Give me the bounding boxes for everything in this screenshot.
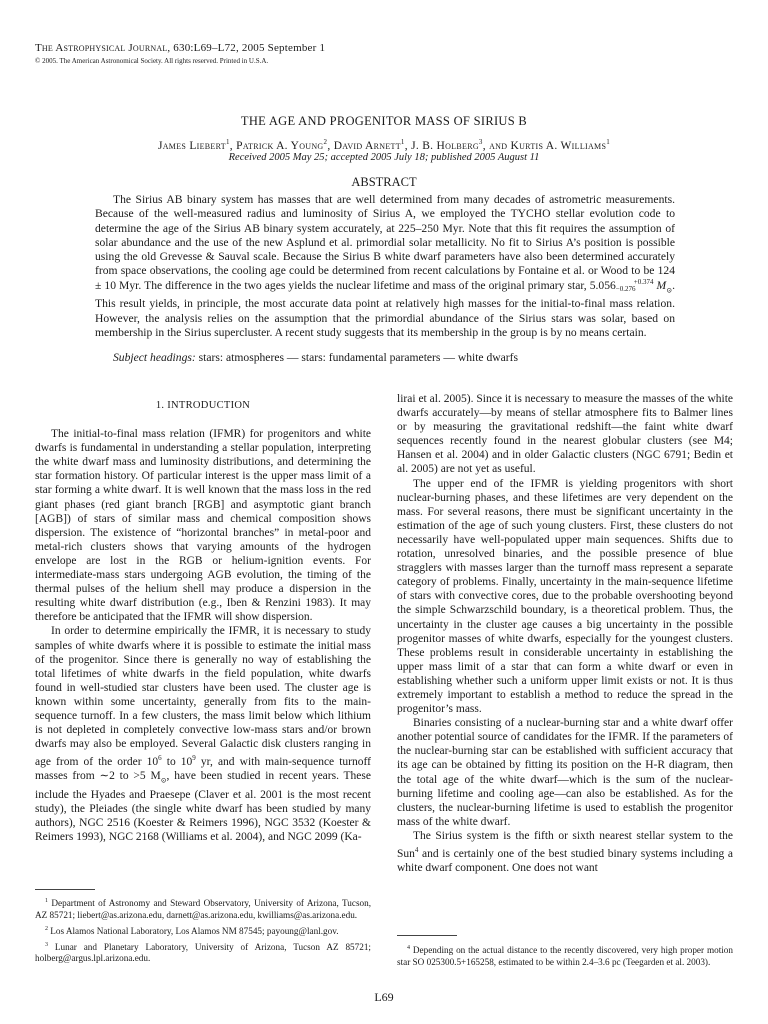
mass-unit: M bbox=[653, 278, 667, 292]
footnote bbox=[35, 896, 371, 922]
subject-headings-label: Subject headings: bbox=[113, 351, 196, 364]
exponent: 9 bbox=[192, 754, 196, 763]
article-title: THE AGE AND PROGENITOR MASS OF SIRIUS B bbox=[240, 114, 528, 128]
footnotes-left bbox=[35, 896, 371, 967]
affiliation-marker: 1 bbox=[606, 138, 611, 146]
author-name: David Arnett bbox=[333, 139, 401, 152]
paragraph bbox=[397, 829, 733, 875]
subject-headings-text: stars: atmospheres — stars: fundamental parameters — white dwarfs bbox=[195, 351, 519, 364]
journal-citation bbox=[35, 42, 325, 54]
author-separator: , bbox=[229, 139, 237, 152]
footnote-text: Department of Astronomy and Steward Observatory, University of Arizona, Tucson, AZ 85721; liebert@as.arizona.edu, darnett@as.arizona.edu, kwilliams@as.arizona.edu. bbox=[35, 898, 371, 920]
paragraph bbox=[35, 624, 371, 844]
solar-symbol: ⊙ bbox=[160, 776, 167, 785]
right-column bbox=[397, 392, 733, 875]
footnote-rule bbox=[35, 889, 95, 890]
section-heading-introduction: 1. INTRODUCTION bbox=[155, 400, 251, 411]
paragraph-text: yr, and with main-sequence turnoff masses from ∼2 to >5 M bbox=[35, 756, 371, 783]
paragraph-text: , have been studied in recent years. These include the Hyades and Praesepe (Claver et al. 2001 is the most recent study), the Pleiades (the single white dwarf has been studied by many authors), NGC 2516 (Koester & Reimers 1996), NGC 3532 (Koester & Reimers 1993), NGC 2168 (Williams et al. 2004), and NGC 2099 (Ka- bbox=[35, 770, 371, 843]
mass-error-bounds bbox=[616, 279, 654, 293]
abstract-heading: ABSTRACT bbox=[351, 175, 417, 189]
abstract-part-2: . This result yields, in principle, the most accurate data point at relatively high masses for the initial-to-final mass relation. However, the analysis relies on the assumption that the primordial abundance of the Sirius stars was solar, based on membership in the Sirius supercluster. A recent study suggests that its membership in the group is by no means certain. bbox=[95, 278, 675, 339]
author-name: James Liebert bbox=[157, 139, 226, 152]
footnote-marker: 4 bbox=[414, 846, 419, 854]
author-separator: , and bbox=[482, 139, 511, 152]
mass-lower-error: −0.276 bbox=[615, 285, 636, 294]
footnote bbox=[397, 943, 733, 969]
footnotes-right bbox=[397, 943, 733, 969]
exponent: 6 bbox=[158, 754, 162, 763]
subject-headings bbox=[95, 351, 675, 364]
page-number: L69 bbox=[374, 990, 394, 1004]
abstract-part-1: The Sirius AB binary system has masses that are well determined from many decades of astrometric measurements. Because of the well-measured radius and luminosity of Sirius A, we employed the TYCHO stellar evolution code to determine the age of the Sirius AB binary system accurately, at 225–250 Myr. Note that this fit requires the assumption of solar abundance and the use of the new Asplund et al. primordial solar metallicity. No fit to Sirius A’s position is possible using the old Grevesse & Sauval scale. Because the Sirius B white dwarf parameters have also been determined accurately from space observations, the cooling age could be determined from recent calculations by Fontaine et al. or Wood to be 124 ± 10 Myr. The difference in the two ages yields the nuclear lifetime and mass of the original primary star, 5.056 bbox=[95, 193, 675, 292]
footnote-number: 1 bbox=[45, 898, 48, 904]
citation: , 630:L69–L72, 2005 September 1 bbox=[167, 42, 326, 54]
mass-upper-error: +0.374 bbox=[633, 278, 654, 287]
paragraph-text: The Sirius system is the fifth or sixth nearest stellar system to the Sun bbox=[397, 829, 733, 860]
footnote bbox=[35, 924, 371, 938]
affiliation-marker: 3 bbox=[478, 138, 483, 146]
paragraph: The upper end of the IFMR is yielding progenitors with short nuclear-burning phases, and these lifetimes are very dependent on the mass. For several reasons, there must be significant uncertainty in the estimation of the age of such young clusters. First, these clusters do not necessarily have well-populated upper main sequences. Shifts due to rotation, unresolved binaries, and the possible presence of blue stragglers with masses larger than the turnoff mass represent a separate category of problems. Finally, uncertainty in the main-sequence lifetime of stars with convective cores, due to the probable overshooting beyond the simple Schwarzschild boundary, is a theoretical problem. Thus, the uncertainty in the cluster age causes a big uncertainty in the possible progenitor masses of white dwarfs, especially for the youngest clusters. These problems result in considerable uncertainty in establishing the upper mass limit of a star that can form a white dwarf or even in establishing whether such a uniform upper limit exists or not. It is thus extremely important to establish a method to reduce the spread in the progenitor’s mass. bbox=[397, 477, 733, 716]
paragraph-text: In order to determine empirically the IFMR, it is necessary to study samples of white dwarfs where it is possible to estimate the initial mass of the progenitor. Since there is generally no way of establishing the total lifetimes of white dwarfs in the field population, white dwarfs found in well-studied star clusters have been used. The cluster age is known within some uncertainty, generally from fits to the main-sequence turnoff. In a few clusters, the mass limit below which lithium is not depleted in completely convective low-mass stars and/or brown dwarfs may also be employed. Several Galactic disk clusters ranging in age from of the order 10 bbox=[35, 625, 371, 769]
paragraph-text: and is certainly one of the best studied binary systems including a white dwarf component. One does not want bbox=[397, 847, 733, 874]
footnote-rule bbox=[397, 935, 457, 936]
paragraph-text: to 10 bbox=[161, 756, 193, 769]
author-list bbox=[0, 138, 768, 152]
author-name: Patrick A. Young bbox=[236, 139, 324, 152]
abstract-text bbox=[95, 193, 675, 340]
footnote-number: 2 bbox=[45, 925, 48, 932]
footnote-number: 3 bbox=[45, 941, 48, 948]
footnote bbox=[35, 940, 371, 966]
paragraph: lirai et al. 2005). Since it is necessary to measure the masses of the white dwarfs accurately—by means of stellar atmosphere fits to Balmer lines or by measuring the gravitational redshift—the faint white dwarf sequences recently found in the nearest globular clusters (see M4; Hansen et al. 2004) and in older Galactic clusters (NGC 6791; Bedin et al. 2005) are not yet as useful. bbox=[397, 393, 733, 476]
author-name: J. B. Holberg bbox=[411, 139, 479, 152]
footnote-number: 4 bbox=[407, 945, 410, 951]
solar-symbol: ⊙ bbox=[666, 286, 673, 295]
affiliation-marker: 1 bbox=[400, 138, 405, 146]
affiliation-marker: 2 bbox=[323, 138, 328, 146]
footnote-text: Depending on the actual distance to the recently discovered, very high proper motion star SO 025300.5+165258, estimated to be within 2.4–3.6 pc (Teegarden et al. 2003). bbox=[397, 945, 733, 967]
author-separator: , bbox=[327, 139, 334, 152]
affiliation-marker: 1 bbox=[225, 138, 230, 146]
paragraph: Binaries consisting of a nuclear-burning star and a white dwarf offer another potential source of candidates for the IFMR. If the parameters of the nuclear-burning star can be established with sufficient accuracy that its age can be obtained by fitting its position on the H-R diagram, then the total age of the white dwarf—which is the sum of the nuclear-burning lifetime and cooling age—can also be established. As for the clusters, the nuclear-burning lifetime is used to establish the progenitor mass of the white dwarf. bbox=[397, 717, 733, 828]
journal-name: The Astrophysical Journal bbox=[35, 42, 168, 54]
author-name: Kurtis A. Williams bbox=[510, 139, 607, 152]
footnote-text: Lunar and Planetary Laboratory, University of Arizona, Tucson AZ 85721; holberg@argus.lpl.arizona.edu. bbox=[35, 941, 371, 964]
paragraph: The initial-to-final mass relation (IFMR) for progenitors and white dwarfs is fundamental in understanding a stellar population, interpreting the white dwarf mass and luminosity distributions, and determining the star formation history. Of particular interest is the upper mass limit of a star forming a white dwarf. It is well known that the mass loss in the red giant phases (red giant branch [RGB] and asymptotic giant branch [AGB]) of stars of similar mass and chemical composition shows dispersion. The existence of “horizontal branches” in metal-poor and metal-rich clusters shows that varying amounts of the hydrogen envelope are lost in the RGB or helium-ignition events. For intermediate-mass stars undergoing AGB evolution, the timing of the thermal pulses of the helium shell may produce a dispersion in the resulting white dwarf distribution (e.g., Iben & Renzini 1983). It may therefore be anticipated that the IFMR will show dispersion. bbox=[35, 428, 371, 624]
footnote-text: Los Alamos National Laboratory, Los Alamos NM 87545; payoung@lanl.gov. bbox=[48, 925, 339, 936]
copyright-notice: © 2005. The American Astronomical Society. All rights reserved. Printed in U.S.A. bbox=[35, 57, 269, 65]
author-separator: , bbox=[404, 139, 412, 152]
left-column bbox=[35, 392, 371, 844]
received-dates: Received 2005 May 25; accepted 2005 July 18; published 2005 August 11 bbox=[228, 152, 540, 163]
